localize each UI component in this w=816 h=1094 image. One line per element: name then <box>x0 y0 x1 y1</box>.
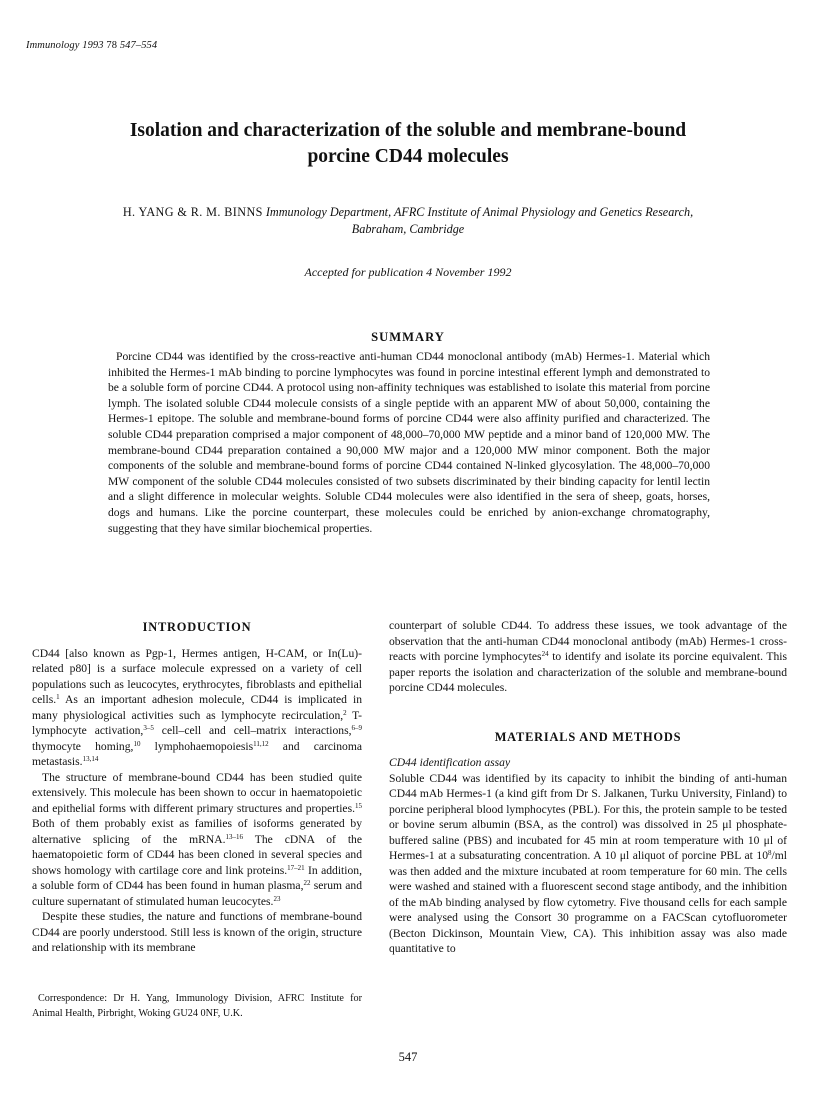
introduction-heading: INTRODUCTION <box>142 620 252 634</box>
methods-subheading: CD44 identification assay <box>389 756 511 769</box>
author-names: H. YANG & R. M. BINNS <box>122 205 263 219</box>
intro-paragraph-2: The structure of membrane-bound CD44 has been studied quite extensively. This molecule has been shown to occur in haematopoietic and epithelial forms with different primary structures and properties.$^{15}$ Both of them probably exist as families of isoforms generated by alternative splicing of the mRNA.$^{13-16}$ The cDNA of the haematopoietic form of CD44 has been cloned in several species and shows homology with cartilage core and link proteins.$^{17-21}$ In addition, a soluble form of CD44 has been found in human plasma,$^{22}$ serum and culture supernatant of stimulated human leucocytes.$^{23}$ <box>32 770 362 908</box>
journal-name: Immunology <box>26 40 80 51</box>
left-column <box>32 620 362 956</box>
citation: 17–21 <box>287 863 305 872</box>
citation: 22 <box>303 879 311 887</box>
affiliation-line-2: Babraham, Cambridge <box>351 221 465 236</box>
journal-volume: 78 <box>106 40 118 51</box>
citation: 13–16 <box>225 832 244 841</box>
citation: 3–5 <box>143 724 154 732</box>
page-number: 547 <box>398 1050 418 1064</box>
summary-heading: SUMMARY <box>371 330 445 344</box>
accepted-date: Accepted for publication 4 November 1992 <box>304 265 512 279</box>
citation: 2 <box>343 708 347 717</box>
citation: 1 <box>56 693 60 701</box>
methods-paragraph: Soluble CD44 was identified by its capacity to inhibit the binding of anti-human CD44 mAb Hermes-1 (a kind gift from Dr S. Jalkanen, Turku University, Finland) to porcine peripheral blood lymphocytes (PBL). For this, the protein sample to be tested or bovine serum albumin (BSA, as the control) was dissolved in 25 μl phosphate-buffered saline (PBS) and incubated for 45 min at room temperature with 10 μl of Hermes-1 at a subsaturating concentration. A 10 μl aliquot of porcine PBL at $10^8/ml$ was then added and the mixture incubated at room temperature for 60 min. The cells were washed and stained with a fluorescent second stage antibody, and the inhibition of the mAb binding analysed by flow cytometry. Five thousand cells for each sample were analysed using the Consort 30 programme on a FACScan cytofluorometer (Becton Dickinson, Mountain View, CA). This inhibition assay was also made quantitative to <box>389 771 787 955</box>
citation: 6–9 <box>351 724 362 732</box>
intro-paragraph-1: CD44 [also known as Pgp-1, Hermes antigen, H-CAM, or In(Lu)-related p80] is a surface molecule expressed on a variety of cell populations such as leucocytes, erythrocytes, fibroblasts and epithelial cells.$^1$ As an important adhesion molecule, CD44 is implicated in many physiological activities such as lymphocyte recirculation,$^2$ T-lymphocyte activation,$^{3-5}$ cell–cell and cell–matrix interactions,$^{6-9}$ thymocyte homing,$^{10}$ lymphohaemopoiesis$^{11,12}$ and carcinoma metastasis.$^{13,14}$ <box>32 646 362 768</box>
intro-paragraph-3: Despite these studies, the nature and functions of membrane-bound CD44 are poorly understood. Still less is known of the origin, structure and relationship with its membrane <box>32 910 362 954</box>
title-line-2: porcine CD44 molecules <box>307 146 509 167</box>
citation: 13,14 <box>82 755 99 763</box>
citation: 24 <box>541 650 549 658</box>
affiliation-line-1: Immunology Department, AFRC Institute of Animal Physiology and Genetics Research, <box>265 205 694 219</box>
intro-paragraph-4: counterpart of soluble CD44. To address these issues, we took advantage of the observation that the anti-human CD44 monoclonal antibody (mAb) Hermes-1 cross-reacts with porcine lymphocytes$^{24}$ to identify and isolate its porcine equivalent. This paper reports the isolation and characterization of the soluble and membrane-bound porcine CD44 molecules. <box>389 619 788 694</box>
citation: 15 <box>355 801 362 810</box>
article-title <box>60 118 756 170</box>
citation: 11,12 <box>253 739 269 748</box>
methods-heading: MATERIALS AND METHODS <box>494 729 682 744</box>
summary-text: Porcine CD44 was identified by the cross-reactive anti-human CD44 monoclonal antibody (mAb) Hermes-1. Material which inhibited the Hermes-1 mAb binding to porcine lymphocytes was found in porcine intestinal efferent lymph and demonstrated to be a soluble form of porcine CD44. A protocol using non-affinity techniques was established to isolate this material from porcine lymph. The isolated soluble CD44 molecule consists of a single peptide with an apparent MW of about 50,000, containing the Hermes-1 epitope. The soluble and membrane-bound forms of porcine CD44 were also affinity purified and characterized. The soluble CD44 preparation comprised a major component of 48,000–70,000 MW peptide and a minor band of 120,000 MW. The membrane-bound CD44 preparation contained a 90,000 MW major and a 120,000 MW minor component. Both the major components of the soluble and membrane-bound forms of porcine CD44 contained N-linked glycosylation. The 48,000–70,000 MW component of the soluble CD44 molecules consisted of two subsets discriminated by their binding capacity for lentil lectin and a slight difference in molecular weights. Soluble CD44 molecules were also identified in the sera of sheep, goats, horses, dogs and humans. Like the porcine counterpart, these molecules could be enriched by anion-exchange chromatography, suggesting that they have similar biochemical properties. <box>108 350 710 535</box>
author-block <box>70 204 746 237</box>
right-column <box>389 618 787 957</box>
correspondence-footnote: Correspondence: Dr H. Yang, Immunology Division, AFRC Institute for Animal Health, Pirbright, Woking GU24 0NF, U.K. <box>32 993 362 1019</box>
citation: 10 <box>133 739 141 748</box>
title-line-1: Isolation and characterization of the soluble and membrane-bound <box>129 120 687 141</box>
exponent: 8 <box>768 849 772 857</box>
journal-pages: 547–554 <box>119 40 158 51</box>
journal-year: 1993 <box>82 40 104 51</box>
journal-header <box>26 40 157 51</box>
citation: 23 <box>273 894 281 903</box>
